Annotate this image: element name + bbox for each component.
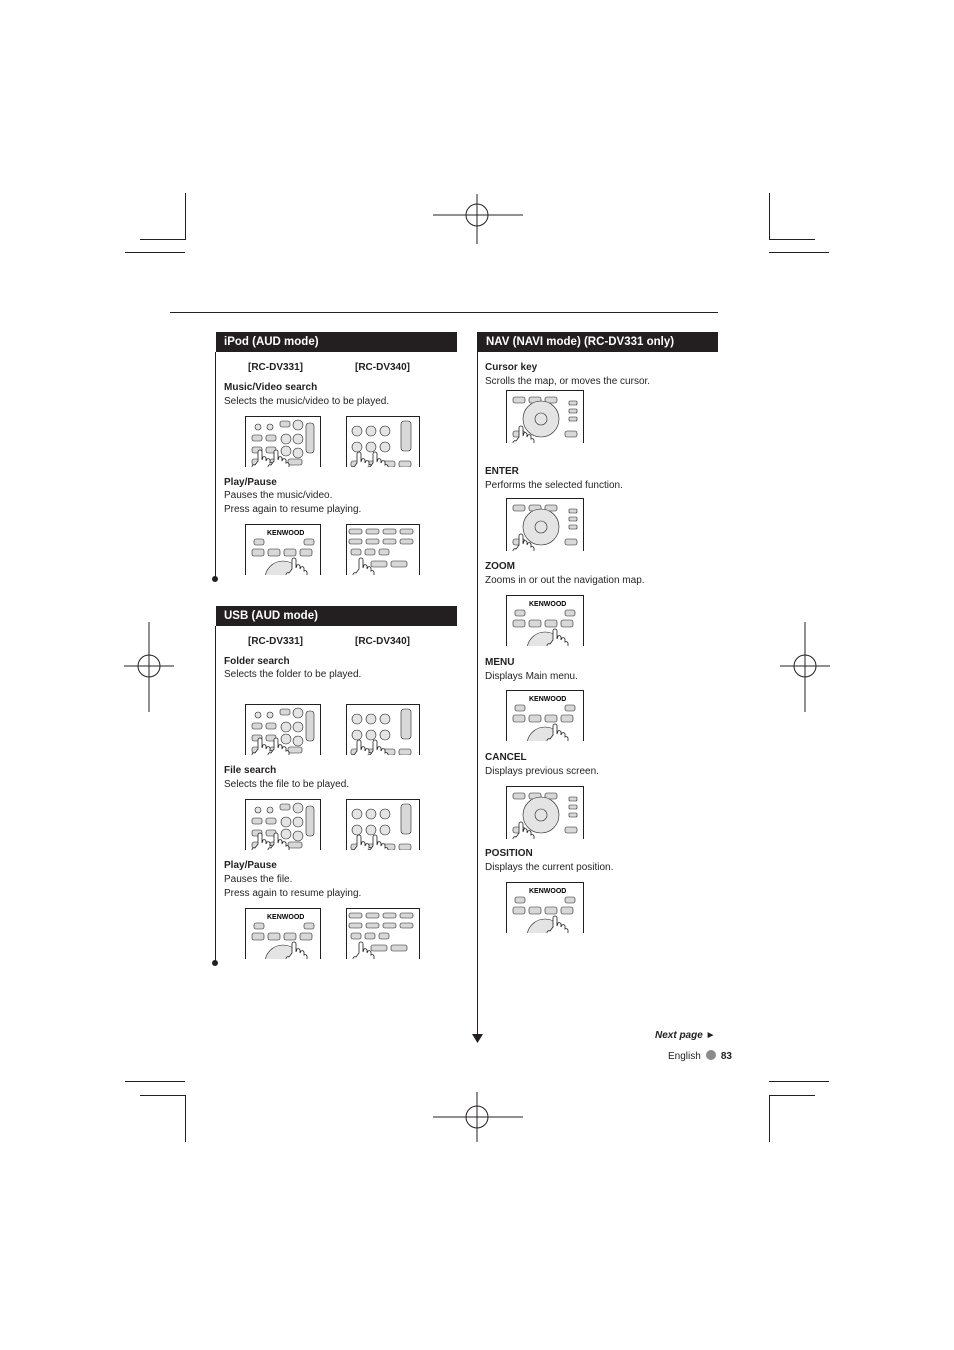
remote-drawing: [507, 787, 583, 839]
remote-drawing: [347, 525, 419, 575]
remote-rc-dv331-illustration: [245, 799, 321, 850]
remote-brand-label: KENWOOD: [529, 696, 567, 703]
registration-mark-right: [780, 622, 830, 712]
item-desc-cancel: Displays previous screen.: [485, 766, 599, 777]
remote-drawing: [246, 705, 320, 755]
remote-rc-dv340-illustration: [346, 524, 420, 575]
remote-brand-label: KENWOOD: [529, 601, 567, 608]
ipod-section-title: iPod (AUD mode): [216, 332, 457, 352]
column-divider: [477, 332, 478, 1036]
item-desc-usb-play-pause-1: Pauses the file.: [224, 874, 293, 885]
remote-drawing: [347, 909, 419, 959]
ipod-end-dot: [212, 576, 218, 582]
item-heading-cursor-key: Cursor key: [485, 362, 538, 373]
remote-rc-dv331-illustration: [506, 786, 584, 839]
registration-mark-left: [124, 622, 174, 712]
nav-section-title: NAV (NAVI mode) (RC-DV331 only): [478, 332, 718, 352]
remote-brand-label: KENWOOD: [267, 530, 305, 537]
item-desc-folder-search: Selects the folder to be played.: [224, 669, 362, 680]
item-heading-file-search: File search: [224, 765, 277, 776]
registration-mark-bottom: [433, 1092, 523, 1142]
remote-drawing: [246, 525, 320, 575]
remote-rc-dv340-illustration: [346, 416, 420, 467]
item-desc-ipod-play-pause-2: Press again to resume playing.: [224, 504, 362, 515]
item-desc-ipod-play-pause-1: Pauses the music/video.: [224, 490, 333, 501]
usb-flow-line: [215, 626, 216, 962]
header-rule: [170, 312, 718, 313]
item-heading-enter: ENTER: [485, 466, 519, 477]
remote-rc-dv340-illustration: [346, 799, 420, 850]
remote-drawing: [246, 909, 320, 959]
ipod-col-label-rcdv331: [RC-DV331]: [248, 362, 304, 373]
remote-drawing: [347, 705, 419, 755]
page-dot-icon: [706, 1050, 716, 1060]
registration-mark-top: [433, 194, 523, 244]
remote-drawing: [507, 391, 583, 443]
remote-drawing: [347, 800, 419, 850]
remote-rc-dv331-illustration: [245, 704, 321, 755]
remote-rc-dv331-illustration: [506, 595, 584, 646]
ipod-flow-line: [215, 352, 216, 578]
item-heading-cancel: CANCEL: [485, 752, 527, 763]
item-desc-position: Displays the current position.: [485, 862, 614, 873]
item-desc-file-search: Selects the file to be played.: [224, 779, 350, 790]
item-heading-zoom: ZOOM: [485, 561, 515, 572]
item-desc-enter: Performs the selected function.: [485, 480, 623, 491]
remote-rc-dv331-illustration: [506, 390, 584, 443]
item-desc-menu: Displays Main menu.: [485, 671, 578, 682]
remote-drawing: [246, 800, 320, 850]
item-heading-menu: MENU: [485, 657, 515, 668]
remote-drawing: [507, 883, 583, 933]
remote-rc-dv331-illustration: [506, 498, 584, 551]
ipod-col-label-rcdv340: [RC-DV340]: [355, 362, 411, 373]
item-heading-ipod-play-pause: Play/Pause: [224, 477, 277, 488]
remote-drawing: [507, 596, 583, 646]
item-heading-position: POSITION: [485, 848, 533, 859]
usb-col-label-rcdv331: [RC-DV331]: [248, 636, 304, 647]
usb-end-dot: [212, 960, 218, 966]
remote-drawing: [507, 691, 583, 741]
page-footer: [668, 1050, 732, 1062]
item-desc-usb-play-pause-2: Press again to resume playing.: [224, 888, 362, 899]
remote-rc-dv331-illustration: [245, 908, 321, 959]
item-desc-zoom: Zooms in or out the navigation map.: [485, 575, 645, 586]
page-number: 83: [720, 1051, 732, 1062]
remote-rc-dv331-illustration: [245, 524, 321, 575]
remote-rc-dv340-illustration: [346, 908, 420, 959]
remote-rc-dv331-illustration: [506, 882, 584, 933]
next-page-label: Next page ►: [655, 1030, 716, 1041]
remote-brand-label: KENWOOD: [267, 914, 305, 921]
item-heading-music-video-search: Music/Video search: [224, 382, 318, 393]
remote-drawing: [507, 499, 583, 551]
language-label: English: [668, 1051, 701, 1062]
remote-drawing: [246, 417, 320, 467]
remote-brand-label: KENWOOD: [529, 888, 567, 895]
usb-section-title: USB (AUD mode): [216, 606, 457, 626]
down-arrow-icon: [472, 1034, 483, 1043]
usb-col-label-rcdv340: [RC-DV340]: [355, 636, 411, 647]
remote-drawing: [347, 417, 419, 467]
remote-rc-dv331-illustration: [245, 416, 321, 467]
remote-rc-dv340-illustration: [346, 704, 420, 755]
item-heading-folder-search: Folder search: [224, 656, 290, 667]
item-desc-music-video-search: Selects the music/video to be played.: [224, 396, 390, 407]
remote-rc-dv331-illustration: [506, 690, 584, 741]
item-desc-cursor-key: Scrolls the map, or moves the cursor.: [485, 376, 651, 387]
item-heading-usb-play-pause: Play/Pause: [224, 860, 277, 871]
